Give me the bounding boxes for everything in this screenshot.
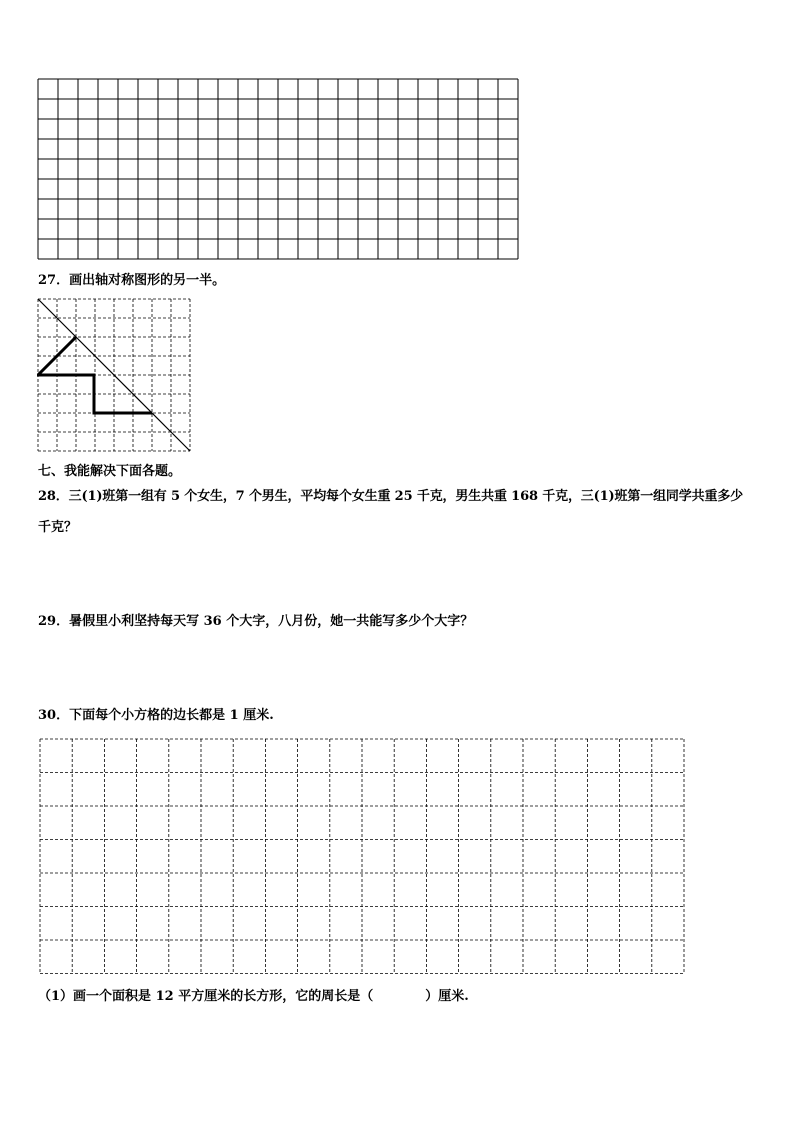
section-7-heading: 七、我能解决下面各题。	[38, 464, 182, 479]
symmetry-grid	[37, 298, 193, 454]
q28-line2: 千克？	[38, 520, 78, 535]
q29-text: 29．暑假里小利坚持每天写 36 个大字，八月份，她一共能写多少个大字？	[38, 614, 474, 629]
q27-text: 27．画出轴对称图形的另一半。	[38, 273, 226, 288]
q30-sub1-text: （1）画一个面积是 12 平方厘米的长方形，它的周长是（ ）厘米.	[38, 989, 469, 1004]
q30-text: 30．下面每个小方格的边长都是 1 厘米.	[38, 708, 274, 723]
q28-line1: 28．三(1)班第一组有 5 个女生，7 个男生，平均每个女生重 25 千克，男生共重 168 千克，三(1)班第一组同学共重多少	[38, 489, 744, 504]
area-grid	[39, 738, 687, 974]
top-grid	[37, 78, 521, 262]
